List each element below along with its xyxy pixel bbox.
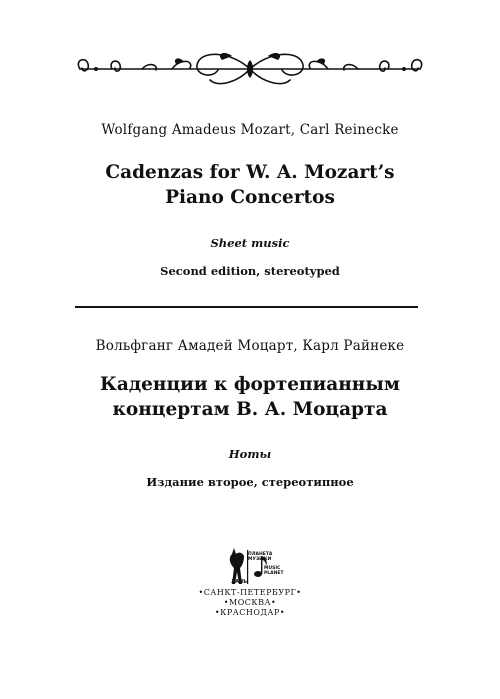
city-moscow: •МОСКВА•: [223, 598, 277, 607]
logo-lan-label: ЛАНЬ: [231, 579, 248, 585]
logo-label-en: [264, 566, 284, 576]
authors-en: Wolfgang Amadeus Mozart, Carl Reinecke: [101, 122, 399, 138]
city-krasnodar: •КРАСНОДАР•: [214, 608, 286, 617]
publisher-cities: [0, 588, 500, 618]
authors-ru: Вольфганг Амадей Моцарт, Карл Райнеке: [95, 338, 405, 354]
edition-en: Second edition, stereotyped: [160, 264, 340, 278]
logo-label-ru-line2: МУЗЫКИ: [248, 557, 272, 562]
edition-ru: Издание второе, стереотипное: [146, 475, 354, 489]
subtitle-en: Sheet music: [210, 236, 290, 250]
book-title-en: [0, 160, 500, 210]
logo-label-ru-line1: ПЛАНЕТА: [248, 552, 273, 557]
logo-label-en-line1: MUSIC: [264, 566, 281, 571]
publisher-logo-icon: [214, 544, 286, 586]
city-saint-petersburg: •САНКТ-ПЕТЕРБУРГ•: [198, 588, 302, 597]
book-title-ru-line1: Каденции к фортепианным: [100, 374, 400, 395]
ornament-flourish-icon: [72, 46, 428, 92]
book-title-en-line2: Piano Concertos: [165, 187, 335, 208]
subtitle-ru: Ноты: [228, 447, 272, 461]
book-title-ru: [0, 372, 500, 422]
book-title-ru-line2: концертам В. А. Моцарта: [112, 399, 388, 420]
logo-label-ru: [248, 552, 272, 562]
logo-label-en-line2: PLANET: [264, 571, 284, 576]
book-title-en-line1: Cadenzas for W. A. Mozart’s: [105, 162, 395, 183]
divider-rule: [75, 306, 418, 308]
